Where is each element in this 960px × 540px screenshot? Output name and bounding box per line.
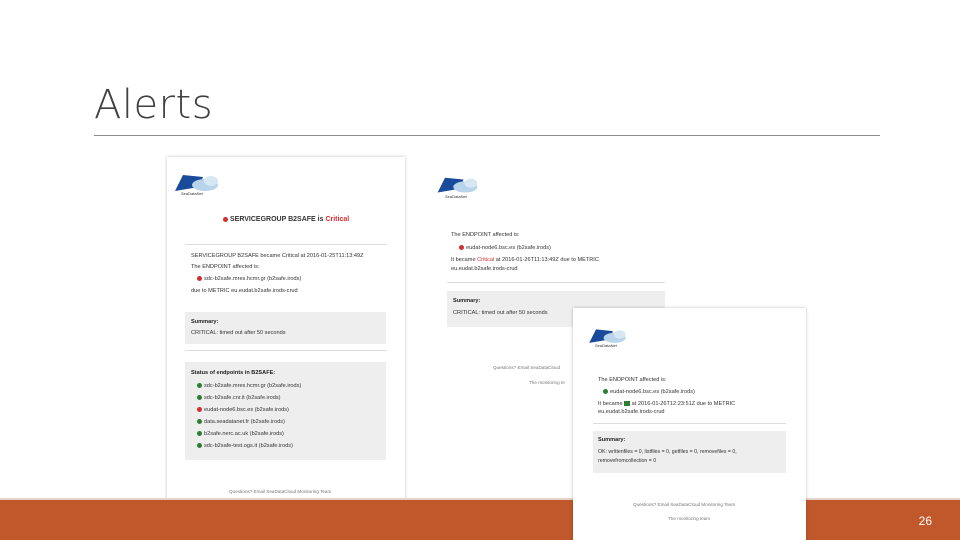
seadatanet-logo: SeaDataNet [173, 171, 219, 197]
endpoint-affected: sdc-b2safe.mres.hcmr.gr (b2safe.irods) [197, 276, 301, 283]
summary-box [185, 312, 386, 344]
metric-line: eu.eudat.b2safe.irods-crud [598, 409, 665, 415]
endpoint-status-row: b2safe.nerc.ac.uk (b2safe.irods) [197, 431, 284, 438]
ok-dot-icon [197, 443, 202, 448]
email-footer-signature: The monitoring te [529, 380, 565, 385]
summary-text: CRITICAL: timed out after 50 seconds [191, 330, 286, 336]
endpoint-status-row: sdc-b2safe-test.ogs.it (b2safe.irods) [197, 443, 293, 450]
endpoint-status-row: sdc-b2safe.cnr.it (b2safe.irods) [197, 395, 280, 402]
became-line: It became Critical at 2016-01-26T11:13:49Z due to METRIC [451, 257, 599, 263]
email-footer: Questions? Email SeaDataCloud Monitoring Team [229, 489, 332, 494]
summary-label: Summary: [453, 298, 481, 304]
critical-dot-icon [197, 276, 202, 281]
summary-label: Summary: [598, 437, 626, 443]
page-number: 26 [918, 514, 932, 528]
ok-dot-icon [603, 389, 608, 394]
critical-dot-icon [197, 407, 202, 412]
critical-dot-icon [223, 217, 228, 222]
endpoint-status-row: data.seadatanet.fr (b2safe.irods) [197, 419, 285, 426]
became-line: SERVICEGROUP B2SAFE became Critical at 2016-01-25T11:13:49Z [191, 253, 364, 259]
footer-bar [0, 500, 960, 540]
alert-email-endpoint-ok [573, 308, 806, 540]
endpoint-affected-label: The ENDPOINT affected is: [451, 232, 520, 238]
critical-dot-icon [459, 245, 464, 250]
became-line: It became at 2016-01-26T12:23:51Z due to METRIC [598, 400, 736, 407]
title-divider [94, 135, 880, 136]
email-footer: Questions? Email SeaDataCloud [493, 365, 561, 370]
status-heading: Status of endpoints in B2SAFE: [191, 370, 276, 376]
seadatanet-logo: SeaDataNet [587, 326, 627, 348]
ok-dot-icon [197, 419, 202, 424]
summary-label: Summary: [191, 319, 219, 325]
endpoint-affected: eudat-node6.bsc.es (b2safe.irods) [603, 389, 695, 396]
slide-title: Alerts [94, 82, 214, 128]
endpoint-status-row: eudat-node6.bsc.es (b2safe.irods) [197, 407, 289, 414]
ok-dot-icon [197, 383, 202, 388]
metric-line: eu.eudat.b2safe.irods-crud [451, 266, 518, 272]
endpoint-status-row: sdc-b2safe.mres.hcmr.gr (b2safe.irods) [197, 383, 301, 390]
divider [447, 282, 665, 283]
divider [185, 244, 387, 245]
seadatanet-logo: SeaDataNet [435, 174, 479, 198]
ok-dot-icon [197, 431, 202, 436]
endpoint-affected: eudat-node6.bsc.es (b2safe.irods) [459, 245, 551, 252]
endpoint-affected-label: The ENDPOINT affected is: [191, 264, 260, 270]
email-footer: Questions? Email SeaDataCloud Monitoring Team [633, 502, 736, 507]
alert-email-servicegroup [167, 157, 405, 504]
divider [185, 350, 387, 351]
endpoint-affected-label: The ENDPOINT affected is: [598, 377, 667, 383]
alert-header: SERVICEGROUP B2SAFE is Critical [223, 216, 349, 223]
summary-text: CRITICAL: timed out after 50 seconds [453, 310, 548, 316]
divider [593, 423, 786, 424]
metric-line: due to METRIC eu.eudat.b2safe.irods-crud [191, 288, 298, 294]
email-footer-signature: The monitoring team [668, 516, 711, 521]
summary-text: OK: writtenfiles = 0, listfiles = 0, getfiles = 0, removefiles = 0, [598, 449, 737, 455]
ok-dot-icon [197, 395, 202, 400]
summary-text-continued: removefromcollection = 0 [598, 458, 657, 464]
